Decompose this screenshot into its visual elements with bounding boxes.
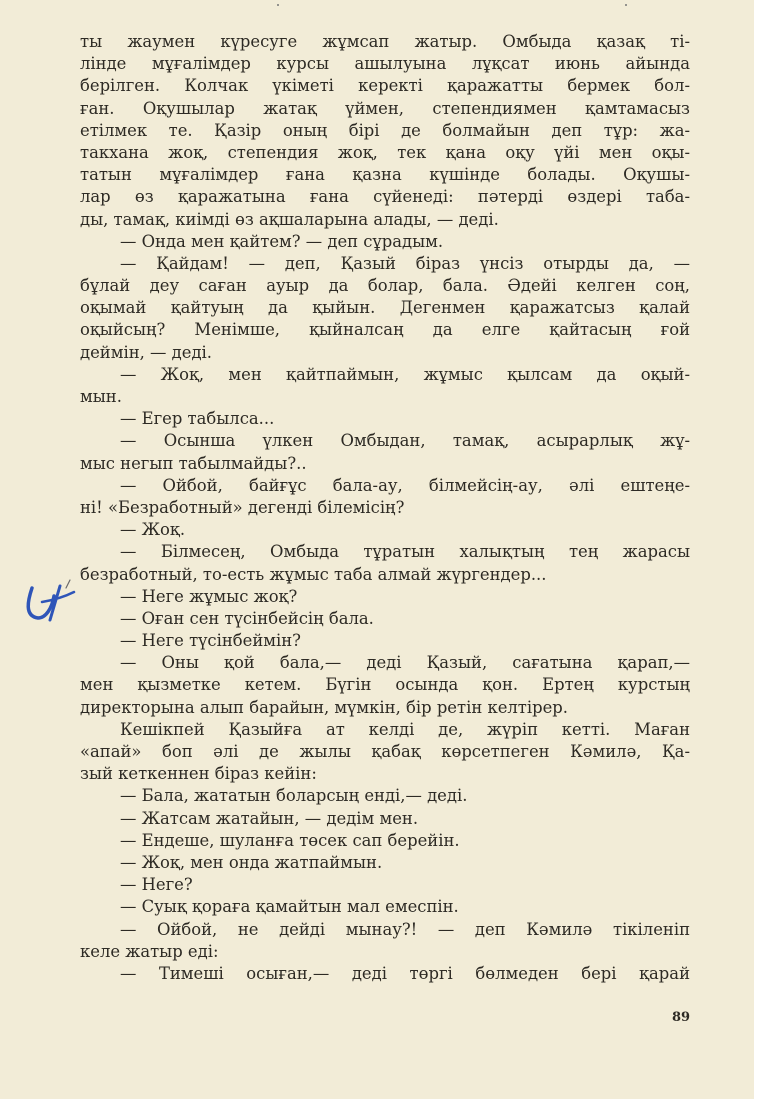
body-text	[80, 31, 690, 985]
text-line: бұлай деу саған ауыр да болар, бала. Әдейі келген соң,	[80, 276, 690, 296]
text-line: — Егер табылса...	[120, 409, 275, 429]
text-line: етілмек те. Қазір оның бірі де болмайын деп тұр: жа-	[80, 120, 690, 140]
text-line: ты жаумен күреcуге жұмсап жатыр. Омбыда қазақ ті-	[80, 32, 690, 51]
handwritten-margin-mark	[20, 572, 120, 632]
scan-margin	[754, 0, 769, 1099]
text-line: — Жоқ, мен онда жатпаймын.	[120, 852, 383, 872]
text-line: келе жатыр еді:	[80, 941, 219, 961]
text-line: ған. Оқушылар жатақ үймен, степендиямен қамтамасыз	[80, 98, 690, 118]
text-line: — Оны қой бала,— деді Қазый, сағатына қарап,—	[120, 653, 690, 673]
text-line: Кешікпей Қазыйға ат келді де, жүріп кетті. Маған	[120, 719, 690, 739]
text-line: зый кеткеннен біраз кейін:	[80, 764, 317, 784]
text-line: — Неге?	[120, 875, 193, 895]
text-line: деймін, — деді.	[80, 342, 212, 362]
text-line: — Бала, жататын боларсың енді,— деді.	[120, 786, 468, 806]
page-number: 89	[672, 1010, 691, 1025]
scan-speck	[277, 4, 279, 6]
text-line: — Қайдам! — деп, Қазый біраз үнсіз отырды да, —	[120, 253, 690, 273]
text-line: — Ойбой, байғұс бала-ау, білмейсің-ау, әлі ештеңе-	[120, 475, 690, 495]
text-line: — Суық қораға қамайтын мал емеспін.	[120, 897, 459, 917]
text-line: — Білмесең, Омбыда тұратын халықтың тең жарасы	[120, 542, 690, 562]
text-line: татын мұғалімдер ғана қазна күшінде болады. Оқушы-	[80, 165, 690, 185]
text-line: оқыйсың? Менімше, қыйналсаң да елге қайтасың ғой	[80, 320, 690, 340]
text-line: — Онда мен қайтем? — деп сұрадым.	[120, 231, 444, 251]
text-line: лар өз қаражатына ғана сүйенеді: пәтерді өздері таба-	[80, 187, 690, 207]
text-line: — Неге жұмыс жоқ?	[120, 586, 298, 606]
scan-speck	[625, 4, 627, 6]
text-line: директорына алып барайын, мүмкін, бір ретін келтірер.	[80, 697, 569, 717]
text-line: безработный, то-есть жұмыс таба алмай жүргендер...	[80, 564, 547, 584]
text-line: — Ендеше, шуланға төсек сап берейін.	[120, 830, 460, 850]
text-line: — Жатсам жатайын, — дедім мен.	[120, 808, 419, 828]
text-line: оқымай қайтуың да қыйын. Дегенмен қаражатсыз қалай	[80, 298, 690, 318]
text-line: мен қызметке кетем. Бүгін осында қон. Ертең курстың	[80, 675, 690, 695]
text-line: ды, тамақ, киімді өз ақшаларына алады, — деді.	[80, 209, 499, 229]
text-line: лінде мұғалімдер курсы ашылуына лұқсат июнь айында	[80, 54, 690, 74]
text-line: — Оған сен түсінбейсің бала.	[120, 608, 374, 628]
text-line: такхана жоқ, степендия жоқ, тек қана оқу үйі мен оқы-	[80, 142, 690, 162]
text-line: ні! «Безработный» дегенді білемісің?	[80, 497, 405, 517]
text-line: — Неге түсінбеймін?	[120, 631, 301, 651]
text-line: берілген. Колчак үкіметі керекті қаражатты бермек бол-	[80, 76, 690, 96]
text-line: «апай» боп әлі де жылы қабақ көрсетпеген Кәмилә, Қа-	[80, 742, 690, 761]
text-line: — Тимеші осыған,— деді төргі бөлмеден бері қарай	[120, 963, 690, 983]
text-line: — Жоқ.	[120, 520, 186, 540]
text-line: — Ойбой, не дейді мынау?! — деп Кәмилә тікіленіп	[120, 919, 690, 939]
text-line: мын.	[80, 387, 122, 406]
text-line: — Осынша үлкен Омбыдан, тамақ, асырарлық жұ-	[120, 431, 690, 451]
text-line: мыс негып табылмайды?..	[80, 453, 307, 473]
text-line: — Жоқ, мен қайтпаймын, жұмыс қылсам да оқый-	[120, 364, 690, 384]
